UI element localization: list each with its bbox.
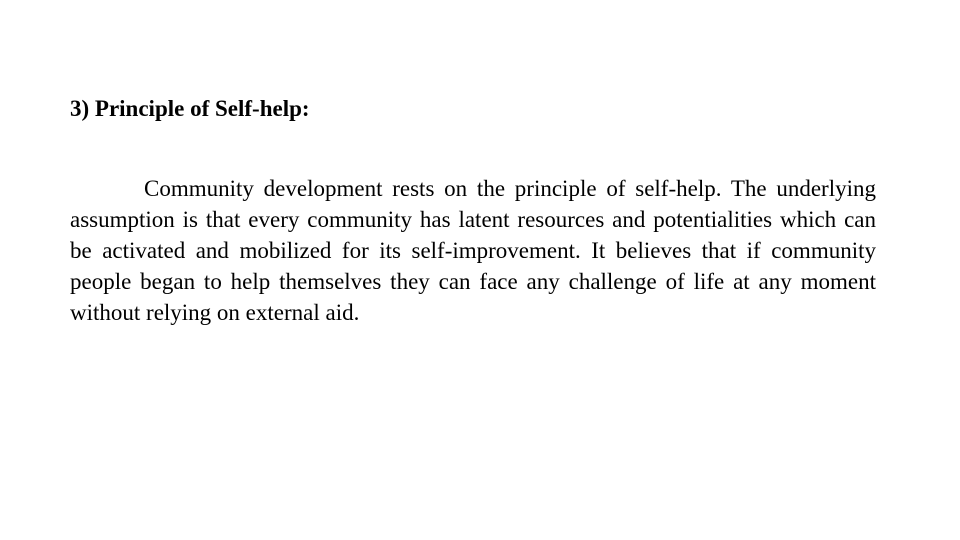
body-paragraph: Community development rests on the principle of self-help. The underlying assumption is that every community has latent resources and potentialities which can be activated and mobilized for its self-improvement. It believes that if community people began to help themselves they can face any challenge of life at any moment without relying on external aid.	[70, 176, 876, 325]
section-heading: 3) Principle of Self-help:	[70, 96, 310, 121]
